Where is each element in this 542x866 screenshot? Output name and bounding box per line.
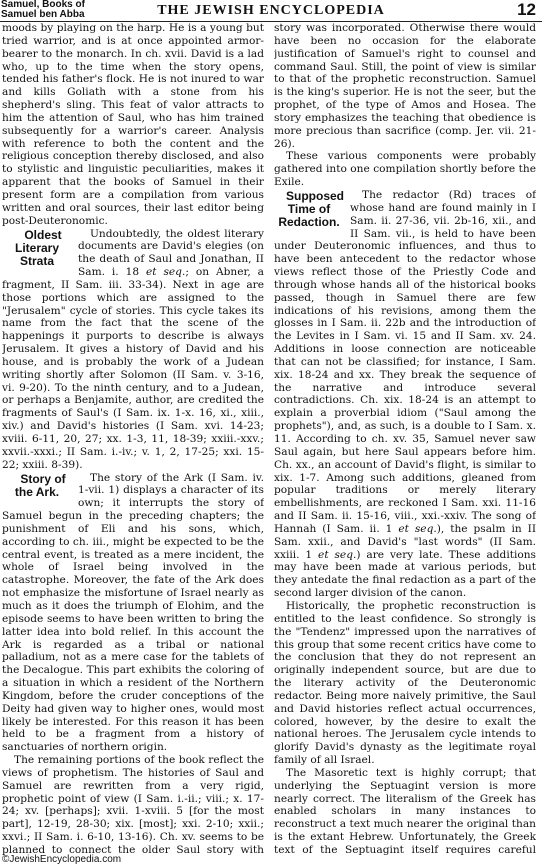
paragraph: Story of the Ark. The story of the Ark (I Sam. iv. 1-vii. 1) displays a character of its own; it interrupts the story of Samuel begun in the preceding chapters; the punishment of Eli and his sons, which, according to ch. iii., might be expected to be the central event, is treated as a mere incident, the whole of Israel being involved in the catastrophe. Moreover, the fate of the Ark does not emphasize the misfortune of Israel nearly as much as it does the triumph of Elohim, and the episode seems to have been written to bring the latter idea into bold relief. In this account the Ark is regarded as a tribal or national palladium, not as a mere case for the tablets of the Decalogue. This part exhibits the coloring of a situation in which a resident of the Northern Kingdom, before the cruder conceptions of the Deity had given way to higher ones, would most likely be interested. For this reason it has been held to be a fragment from a history of sanctuaries of northern origin. (2, 471, 264, 754)
paragraph: The Masoretic text is highly corrupt; that underlying the Septuagint version is more nearly correct. The literalism of the Greek has enabled scholars in many instances to reconstruct a text much nearer the original than is the extant Hebrew. Unfortunately, the Greek text of the Septuagint itself requires careful (274, 766, 536, 856)
paragraph: Historically, the prophetic reconstruction is entitled to the least confidence. So strongly is the "Tendenz" impressed upon the narratives of this group that some recent critics have come to the conclusion that they do not represent an originally independent source, but are due to the literary activity of the Deuteronomic redactor. Being more naively primitive, the Saul and David histories reflect actual occurrences, colored, however, by the desire to exalt the national heroes. The Jerusalem cycle intends to glorify David's dynasty as the legitimate royal family of all Israel. (274, 599, 536, 767)
paragraph: story was incorporated. Otherwise there would have been no occasion for the elaborate justification of Samuel's right to counsel and command Saul. Still, the point of view is similar to that of the prophetic reconstruction. Samuel is the king's superior. He is not the seer, but the prophet, of the type of Amos and Hosea. The story emphasizes the teaching that obedience is more precious than sacrifice (comp. Jer. vii. 21-26). (274, 22, 536, 150)
sidenote-story-of-ark: Story of the Ark. (14, 471, 66, 499)
page-number: 12 (517, 0, 536, 19)
et-seq: et seq. (318, 548, 357, 561)
paragraph: Oldest Literary Strata Undoubtedly, the oldest literary documents are David's elegies (on the death of Saul and Jonathan, II Sam. i. 18 et seq.; on Abner, a fragment, II Sam. iii. 33-34). Next in age are those portions which are assigned to the "Jerusalem" cycle of stories. This cycle takes its name from the fact that the scene of the happenings it purports to describe is always Jerusalem. It gives a history of David and his house, and is probably the work of a Judean writing shortly after Solomon (II Sam. v. 3-16, vi. 9-20). To the ninth century, and to a Judean, or perhaps a Benjamite, author, are credited the fragments of Saul's (I Sam. ix. 1-x. 16, xi., xiii., xiv.) and David's histories (I Sam. xvi. 14-23; xviii. 6-11, 20, 27; xx. 1-3, 11, 18-39; xxiii.-xxv.; xxvii.-xxxi.; II Sam. i.-iv.; v. 1, 2, 17-25; xxi. 15-22; xxiii. 8-39). (2, 227, 264, 471)
right-column (274, 22, 536, 858)
sidenote-redaction: Supposed Time of Redaction. (278, 188, 345, 229)
paragraph: Supposed Time of Redaction. The redactor (Rd) traces of whose hand are found mainly in I Sam. ii. 27-36, vii. 2b-16, xii., and II Sam. vii., is held to have been under Deuteronomic influences, and thus to have been antecedent to the redactor whose views reflect those of the Priestly Code and through whose hands all of the historical books passed, though in Samuel there are few indications of his revisions, among them the glosses in I Sam. ii. 22b and the introduction of the Levites in I Sam. vi. 15 and II Sam. xv. 24. Additions in loose connection are noticeable that can not be classified; for instance, I Sam. xix. 18-24 and xx. They break the sequence of the narrative and introduce several contradictions. Ch. xix. 18-24 is an attempt to explain a proverbial idiom ("Saul among the prophets"), and, as such, is a double to I Sam. x. 11. According to ch. xv. 35, Samuel never saw Saul again, but here Saul appears before him. Ch. xx., an account of David's flight, is similar to xix. 1-7. Among such additions, gleaned from popular traditions or merely literary embellishments, are reckoned I Sam. xxi. 11-16 and II Sam. ii. 15-16, viii., xxi.-xxiv. The song of Hannah (I Sam. ii. 1 et seq.), the psalm in II Sam. xxii., and David's "last words" (II Sam. xxiii. 1 et seq.) are very late. These additions may have been made at various periods, but they antedate the final redaction as a part of the second larger division of the canon. (274, 188, 536, 600)
publication-title: THE JEWISH ENCYCLOPEDIA (157, 3, 385, 18)
paragraph: The remaining portions of the book reflect the views of prophetism. The histories of Saul and Samuel are rewritten from a very rigid, prophetic point of view (I Sam. i.-ii.; viii.; x. 17-24; xv. [perhaps]; xvii. 1-xviii. 5 [for the most part], 12-19, 28-30; xix. [most]; xxi. 2-10; xxii.; xxvi.; II Sam. i. 6-10, 13-16). Ch. xv. seems to be planned to connect the older Saul story with (2, 754, 264, 856)
sidenote-oldest-strata: Oldest Literary Strata (14, 227, 62, 268)
left-column (2, 22, 264, 858)
section-heading-line-2: Samuel ben Abba (1, 9, 85, 20)
watermark-link[interactable]: ©JewishEncyclopedia.com (2, 854, 122, 865)
et-seq: et seq. (146, 266, 186, 279)
paragraph: These various components were probably gathered into one compilation shortly before the Exile. (274, 150, 536, 189)
et-seq: et seq. (398, 522, 437, 535)
section-heading-line-1: Samuel, Books of (1, 0, 85, 10)
paragraph: moods by playing on the harp. He is a young but tried warrior, and is at once appointed armor-bearer to the monarch. In ch. xvii. David is a lad who, up to the time when the story opens, tended his father's flock. He is not inured to war and kills Goliath with a stone from his shepherd's sling. This feat of valor attracts to him the attention of Saul, who has him trained subsequently for a warrior's career. Analysis with reference to both the content and the religious conception thereby disclosed, and also to stylistic and linguistic peculiarities, makes it apparent that the books of Samuel in their present form are a compilation from various written and oral sources, their last editor being post-Deuteronomic. (2, 22, 264, 227)
running-header (0, 0, 542, 20)
